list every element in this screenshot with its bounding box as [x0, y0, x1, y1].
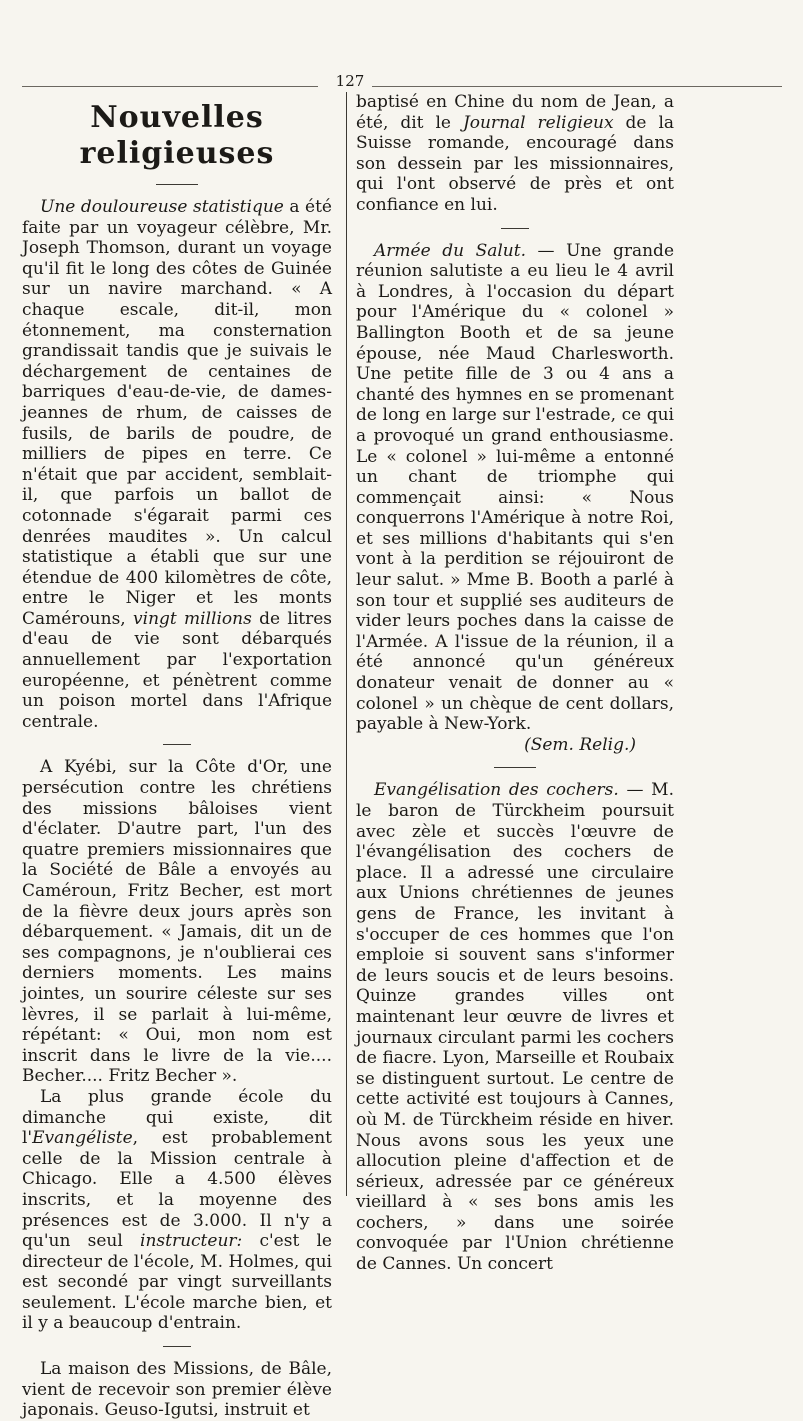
- top-rule-right: [372, 80, 782, 87]
- article-lead: Armée du Salut.: [374, 240, 526, 261]
- separator: [501, 228, 529, 229]
- article-statistique: [22, 197, 332, 732]
- separator: [494, 767, 536, 768]
- article-evangelisation: [356, 780, 674, 1274]
- article-text: — Une grande réunion salutiste a eu lieu le 4 avril à Londres, à l'occasion du départ pour l'Amérique du « colonel » Ballington Booth et de sa jeune épouse, née Maud Charlesworth. Une petite fille de 3 ou 4 ans a chanté des hymnes en se promenant de long en large sur l'estrade, ce qui a provoqué un grand enthousiasme. Le « colonel » lui-même a entonné un chant de triomphe qui commençait ainsi: « Nous conquerrons l'Amérique à notre Roi, et ses millions d'habitants qui s'en vont à la perdition se réjouiront de leur salut. » Mme B. Booth a parlé à son tour et supplié ses auditeurs de vider leurs poches dans la caisse de l'Armée. A l'issue de la réunion, il a été annoncé qu'un généreux donateur venait de donner au « colonel » un chèque de cent dollars, payable à New-York.: [356, 240, 674, 735]
- article-source: (Sem. Relig.): [524, 734, 636, 755]
- article-italic: vingt millions: [133, 608, 252, 629]
- article-lead: Une douloureuse statistique: [40, 197, 284, 217]
- article-italic: Evangéliste: [32, 1128, 133, 1149]
- article-text: de litres d'eau de vie sont débarqués annuellement par l'exportation européenne, et pénètrent comme un poison mortel dans l'Afrique centrale.: [22, 608, 332, 732]
- separator: [156, 184, 198, 185]
- page-number: 127: [335, 72, 365, 90]
- section-heading: Nouvelles religieuses: [79, 100, 275, 171]
- article-text: baptisé en Chine du nom de Jean, a été, dit le: [356, 92, 674, 133]
- article-ecole-dimanche: [22, 1087, 332, 1334]
- right-column: [356, 92, 674, 1275]
- left-column: [22, 92, 332, 1421]
- article-text: La plus grande école du dimanche qui existe, dit l': [22, 1086, 332, 1149]
- article-lead: Evangélisation des cochers.: [374, 780, 619, 801]
- article-italic: instructeur:: [140, 1231, 243, 1252]
- article-text: a été faite par un voyageur célèbre, Mr. Joseph Thomson, durant un voyage qu'il fit le long des côtes de Guinée sur un navire marchand. « A chaque escale, dit-il, mon étonnement, ma consternation grandissait tandis que je suivais le déchargement de centaines de barriques d'eau-de-vie, de dames-jeannes de rhum, de caisses de fusils, de barils de poudre, de milliers de pipes en terre. Ce n'était que par accident, semblait-il, que parfois un ballot de cotonnade s'égarait parmi ces denrées maudites ». Un calcul statistique a établi que sur une étendue de 400 kilomètres de côte, entre le Niger et les monts Camérouns,: [22, 197, 332, 629]
- article-text: de la Suisse romande, encouragé dans son dessein par les missionnaires, qui l'ont observé de près et ont confiance en lui.: [356, 112, 675, 215]
- article-text: , est probablement celle de la Mission centrale à Chicago. Elle a 4.500 élèves inscrits, et la moyenne des présences est de 3.000. Il n'y a qu'un seul: [22, 1128, 332, 1252]
- top-rule-left: [22, 80, 318, 87]
- article-continuation: [356, 92, 674, 216]
- column-divider: [346, 92, 347, 1196]
- separator: [163, 744, 191, 745]
- article-text: — M. le baron de Türckheim poursuit avec zèle et succès l'œuvre de l'évangélisation des cochers de place. Il a adressé une circulaire aux Unions chrétiennes de jeunes gens de France, les invitant à s'occuper de ces hommes que l'on emploie si souvent sans s'informer de leurs soucis et de leurs besoins. Quinze grandes villes ont maintenant leur œuvre de livres et journaux circulant parmi les cochers de fiacre. Lyon, Marseille et Roubaix se distinguent surtout. Le centre de cette activité est toujours à Cannes, où M. de Türckheim réside en hiver. Nous avons sous les yeux une allocution pleine d'affection et de sérieux, adressée par ce généreux vieillard à « ses bons amis les cochers, » dans une soirée convoquée par l'Union chrétienne de Cannes. Un concert: [356, 780, 674, 1275]
- article-text: c'est le directeur de l'école, M. Holmes, qui est secondé par vingt surveillants seulement. L'école marche bien, et il y a beaucoup d'entrain.: [22, 1231, 332, 1334]
- separator: [163, 1346, 191, 1347]
- article-italic: Journal religieux: [462, 112, 614, 133]
- article-maison-missions: La maison des Missions, de Bâle, vient de recevoir son premier élève japonais. Geuso-Igutsi, instruit et: [22, 1359, 332, 1421]
- article-armee-salut: [356, 241, 674, 735]
- article-kyebi: A Kyébi, sur la Côte d'Or, une persécution contre les chrétiens des missions bâloises vient d'éclater. D'autre part, l'un des quatre premiers missionnaires que la Société de Bâle a envoyés au Caméroun, Fritz Becher, est mort de la fièvre deux jours après son débarquement. « Jamais, dit un de ses compagnons, je n'oublierai ces derniers moments. Les mains jointes, un sourire céleste sur ses lèvres, il se parlait à lui-même, répétant: « Oui, mon nom est inscrit dans le livre de la vie.... Becher.... Fritz Becher ».: [22, 757, 332, 1087]
